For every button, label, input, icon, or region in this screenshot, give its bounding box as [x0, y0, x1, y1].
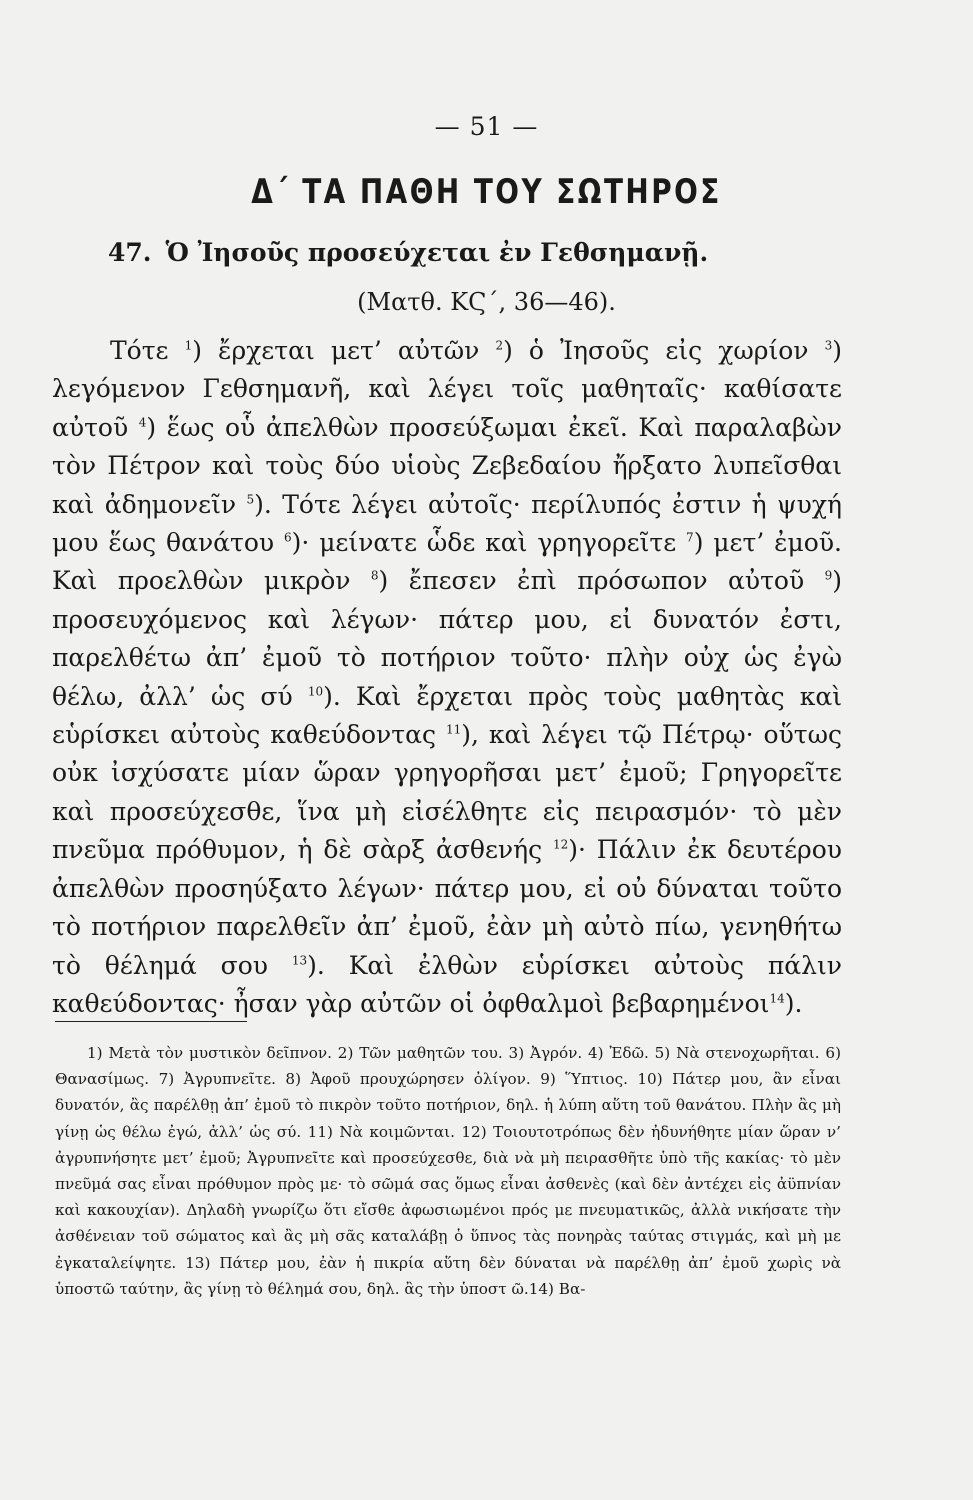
scripture-reference: (Ματθ. ΚϚ΄, 36—46). [357, 288, 616, 316]
body-text-segment: ) ἕως οὗ ἀπελθὼν προσεύξωμαι ἐκεῖ. Καὶ παραλαβὼν τὸν Πέτρον καὶ τοὺς δύο υἱοὺς Ζεβεδαίου ἤρξατο λυπεῖσθαι καὶ ἀδημονεῖν [52, 412, 843, 519]
body-paragraph [52, 332, 842, 1023]
footnote-marker: 11 [445, 722, 462, 737]
footnote-marker: 4 [138, 415, 147, 430]
footnote-marker: 12 [552, 837, 569, 852]
footnote-marker: 2 [495, 338, 504, 353]
footnote-marker: 5 [246, 492, 255, 507]
body-text-segment: )· Πάλιν ἐκ δευτέρου ἀπελθὼν προσηύξατο λέγων· πάτερ μου, εἰ οὐ δύναται τοῦτο τὸ ποτήριον παρελθεῖν ἀπ’ ἐμοῦ, ἐὰν μὴ αὐτὸ πίω, γενηθήτω τὸ θέλημά σου [52, 835, 842, 980]
footnote-marker: 8 [370, 569, 379, 584]
body-text-segment: ) ὁ Ἰησοῦς εἰς χωρίον [503, 336, 825, 365]
footnote-marker: 3 [824, 338, 833, 353]
footnote-divider [55, 1021, 247, 1022]
footnote-marker: 1 [184, 338, 193, 353]
body-text-segment: ). [784, 988, 803, 1018]
section-number: 47. [108, 238, 152, 267]
chapter-title: Δ΄ ΤΑ ΠΑΘΗ ΤΟΥ ΣΩΤΗΡΟΣ [251, 172, 722, 212]
footnote-marker: 7 [686, 530, 694, 545]
footnotes [55, 1040, 841, 1302]
body-text-segment: ) λεγόμενον Γεθσημανῆ, καὶ λέγει τοῖς μαθηταῖς· καθίσατε αὐτοῦ [52, 336, 842, 442]
footnote-marker: 6 [283, 530, 292, 545]
footnote-marker: 14 [769, 991, 785, 1006]
body-text [52, 332, 842, 1023]
footnote-marker: 10 [307, 684, 324, 699]
body-text-segment: ) μετ’ ἐμοῦ. Καὶ προελθὼν μικρὸν [52, 528, 843, 596]
footnotes-text: 1) Μετὰ τὸν μυστικὸν δεῖπνον. 2) Τῶν μαθητῶν του. 3) Ἀγρόν. 4) Ἐδῶ. 5) Νὰ στενοχωρῆται. 6) Θανασίμως. 7) Ἀγρυπνεῖτε. 8) Ἀφοῦ προυχώρησεν ὀλίγον. 9) Ὕπτιος. 10) Πάτερ μου, ἂν εἶναι δυνατόν, ἂς παρέλθῃ ἀπ’ ἐμοῦ τὸ πικρὸν τοῦτο ποτήριον, δηλ. ἡ λύπη αὕτη τοῦ θανάτου. Πλὴν ἂς μὴ γίνῃ ὡς θέλω ἐγώ, ἀλλ’ ὡς σύ. 11) Νὰ κοιμῶνται. 12) Τοιουτοτρόπως δὲν ἠδυνήθητε μίαν ὥραν ν’ ἀγρυπνήσητε μετ’ ἐμοῦ; Ἀγρυπνεῖτε καὶ προσεύχεσθε, διὰ νὰ μὴ πειρασθῆτε ὑπὸ τῆς κακίας· τὸ μὲν πνεῦμά σας εἶναι πρόθυμον πρὸς με· τὸ σῶμά σας ὅμως εἶναι ἀσθενὲς (καὶ δὲν ἀντέχει εἰς ἀϋπνίαν καὶ κακουχίαν). Δηλαδὴ γνωρίζω ὅτι εἴσθε ἀφωσιωμένοι πρός με πνευματικῶς, ἀλλὰ νικήσατε τὴν ἀσθένειαν τοῦ σώματος καὶ ἂς μὴ σᾶς καταλάβῃ ὁ ὕπνος τὰς πονηρὰς ταύτας στιγμάς, καὶ μὴ με ἐγκαταλείψητε. 13) Πάτερ μου, ἐὰν ἡ πικρία αὕτη δὲν δύναται νὰ παρέλθῃ ἀπ’ ἐμοῦ χωρὶς νὰ ὑποστῶ ταύτην, ἂς γίνῃ τὸ θέλημά σου, δηλ. ἂς τὴν ὑποστ ῶ.14) Βα- [55, 1044, 841, 1298]
body-text-segment: ). Τότε λέγει αὐτοῖς· περίλυπός ἐστιν ἡ ψυχή μου ἕως θανάτου [52, 489, 842, 558]
section-title: Ὁ Ἰησοῦς προσεύχεται ἐν Γεθσημανῇ. [165, 238, 709, 267]
body-text-segment: ) ἔπεσεν ἐπὶ πρόσωπον αὐτοῦ [378, 566, 825, 596]
page-number: — 51 — [434, 112, 539, 141]
body-text-segment: ), καὶ λέγει τῷ Πέτρῳ· οὕτως οὐκ ἰσχύσατε μίαν ὥραν γρηγορῆσαι μετ’ ἐμοῦ; Γρηγορεῖτε καὶ προσεύχεσθε, ἵνα μὴ εἰσέλθητε εἰς πειρασμόν· τὸ μὲν πνεῦμα πρόθυμον, ἡ δὲ σὰρξ ἀσθενής [52, 720, 842, 865]
body-text-segment: ). Καὶ ἔρχεται πρὸς τοὺς μαθητὰς καὶ εὑρίσκει αὐτοὺς καθεύδοντας [52, 681, 843, 750]
body-text-segment: ). Καὶ ἐλθὼν εὑρίσκει αὐτοὺς πάλιν καθεύδοντας· ἦσαν γὰρ αὐτῶν οἱ ὀφθαλμοὶ βεβαρημένοι [52, 950, 842, 1018]
body-text-segment: Τότε [110, 336, 185, 365]
footnote-marker: 9 [824, 569, 833, 584]
body-text-segment: )· μείνατε ὧδε καὶ γρηγορεῖτε [291, 528, 687, 558]
body-text-segment: ) προσευχόμενος καὶ λέγων· πάτερ μου, εἰ δυνατόν ἐστι, παρελθέτω ἀπ’ ἐμοῦ τὸ ποτήριον τοῦτο· πλὴν οὐχ ὡς ἐγὼ θέλω, ἀλλ’ ὡς σύ [52, 566, 843, 711]
body-text-segment: ) ἔρχεται μετ’ αὐτῶν [192, 336, 496, 365]
section-heading [108, 238, 708, 267]
footnote-marker: 13 [291, 953, 308, 968]
